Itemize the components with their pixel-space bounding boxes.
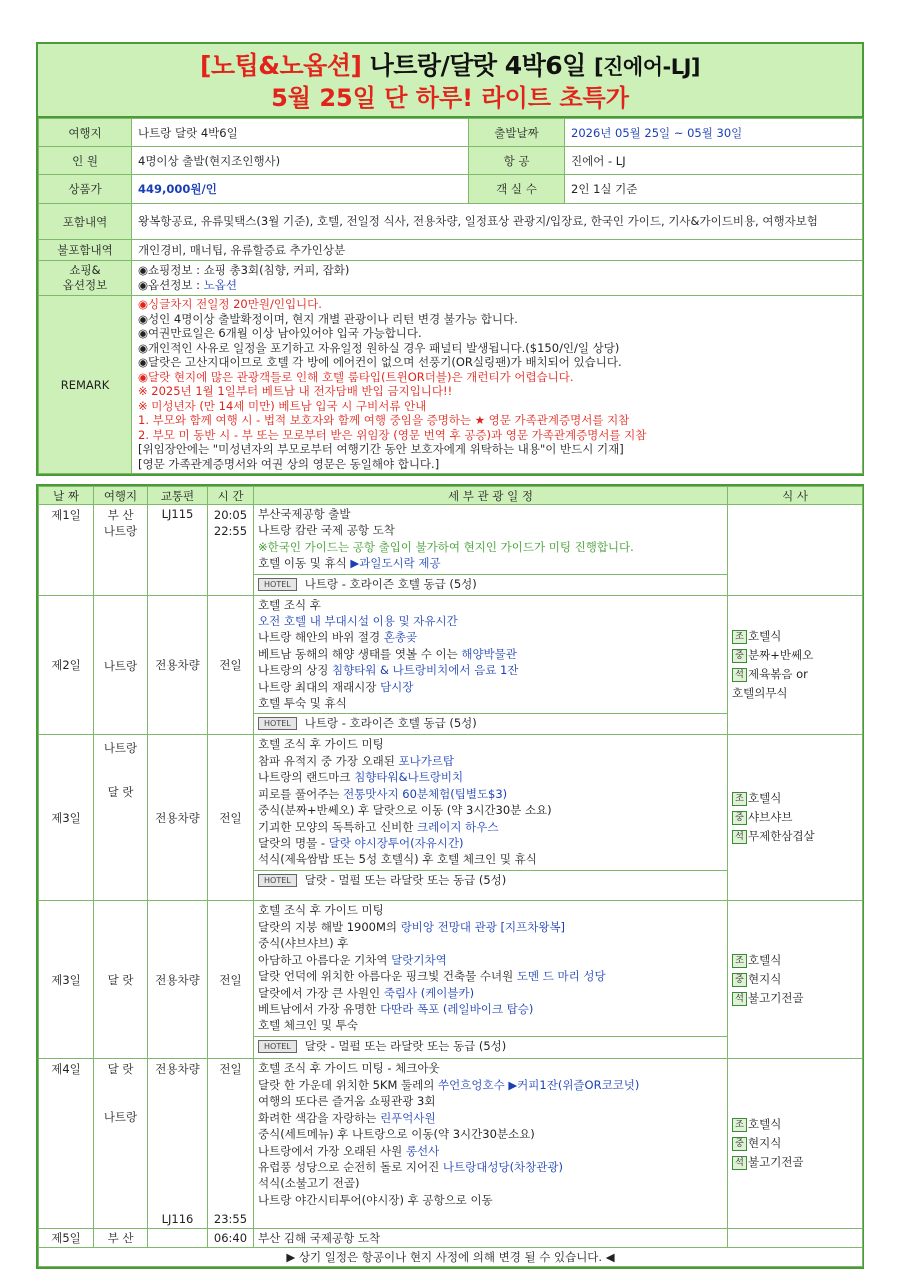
meal-text: 제육볶음 or bbox=[748, 667, 808, 682]
title-main: 나트랑/달랏 4박6일 bbox=[369, 51, 586, 80]
schedule-text: 호텔 투숙 및 휴식 bbox=[258, 696, 347, 711]
footer-row bbox=[39, 1248, 863, 1267]
meal-badge: 석 bbox=[732, 668, 747, 682]
meal-item bbox=[732, 1153, 858, 1172]
schedule-line bbox=[258, 968, 723, 984]
remark-list bbox=[132, 296, 863, 474]
day-label: 제1일 bbox=[39, 505, 94, 596]
day5-detail: 부산 김해 국제공항 도착 bbox=[254, 1229, 728, 1248]
air-label: 항 공 bbox=[469, 147, 565, 175]
col-time: 시 간 bbox=[208, 487, 254, 505]
day-place: 나트랑 bbox=[103, 741, 138, 756]
excl-value: 개인경비, 매너팁, 유류할증료 추가인상분 bbox=[132, 240, 863, 261]
schedule-text: 달랏의 명물 - bbox=[258, 835, 329, 850]
schedule-text: 도멘 드 마리 성당 bbox=[516, 969, 606, 984]
schedule-text: 달랏에서 가장 큰 사원인 bbox=[258, 985, 384, 1000]
schedule-text: 죽림사 (케이블카) bbox=[383, 985, 475, 1000]
schedule-text: 달랏의 지붕 해발 1900M의 bbox=[258, 919, 401, 934]
schedule-line bbox=[258, 919, 723, 935]
schedule-text: 나트랑에서 가장 오래된 사원 bbox=[258, 1143, 406, 1158]
schedule-line bbox=[258, 819, 723, 835]
shop-label-1: 쇼핑& bbox=[69, 263, 101, 277]
day5-place: 부 산 bbox=[94, 1229, 148, 1248]
info-row bbox=[39, 147, 863, 175]
schedule-line bbox=[258, 902, 723, 918]
remark-item: ◉여권만료일은 6개월 이상 남아있어야 입국 가능합니다. bbox=[138, 326, 422, 340]
schedule-text: 부산국제공항 출발 bbox=[258, 507, 351, 521]
day-time: 20:05 bbox=[213, 508, 248, 522]
day5-transport bbox=[148, 1229, 208, 1248]
schedule-line bbox=[258, 1017, 723, 1033]
schedule-line bbox=[258, 613, 723, 629]
schedule-text: 호텔 조식 후 가이드 미팅 bbox=[258, 737, 384, 752]
schedule-text: 달랏 야시장투어(자유시간) bbox=[328, 835, 464, 850]
schedule-line bbox=[258, 555, 723, 571]
schedule-line bbox=[258, 506, 723, 522]
day-meals bbox=[728, 901, 863, 1059]
option-value: 노옵션 bbox=[203, 278, 237, 292]
meal-badge: 중 bbox=[732, 973, 747, 987]
meal-item bbox=[732, 665, 858, 684]
meal-text: 호텔식 bbox=[748, 1117, 782, 1132]
schedule-table bbox=[38, 486, 863, 1267]
day-times bbox=[208, 735, 254, 901]
hotel-icon: HOTEL bbox=[258, 717, 297, 730]
schedule-text: 오전 호텔 내 부대시설 이용 및 자유시간 bbox=[258, 614, 458, 629]
meal-item bbox=[732, 827, 858, 846]
info-row bbox=[39, 204, 863, 240]
day-places bbox=[94, 901, 148, 1059]
info-row bbox=[39, 261, 863, 296]
meal-badge: 조 bbox=[732, 1118, 747, 1132]
day4-time-bottom: 23:55 bbox=[213, 1212, 248, 1227]
schedule-line bbox=[258, 1093, 723, 1109]
schedule-text: 피로를 풀어주는 bbox=[258, 786, 344, 801]
meal-text: 호텔식 bbox=[748, 629, 782, 644]
meal-badge: 중 bbox=[732, 811, 747, 825]
day-time: 전일 bbox=[219, 810, 242, 825]
schedule-line bbox=[258, 679, 723, 695]
day-places bbox=[94, 505, 148, 596]
schedule-text: 베트남에서 가장 유명한 bbox=[258, 1001, 381, 1016]
depart-label: 출발날짜 bbox=[469, 119, 565, 147]
day-label: 제3일 bbox=[39, 735, 94, 901]
schedule-text: 화려한 색감을 자랑하는 bbox=[258, 1110, 381, 1125]
schedule-line bbox=[258, 786, 723, 802]
hotel-info bbox=[254, 713, 727, 733]
meal-text: 현지식 bbox=[748, 1136, 782, 1151]
col-detail: 세 부 관 광 일 정 bbox=[254, 487, 728, 505]
hotel-name: 나트랑 - 호라이즌 호텔 동급 (5성) bbox=[304, 716, 477, 731]
meal-badge: 조 bbox=[732, 954, 747, 968]
col-place: 여행지 bbox=[94, 487, 148, 505]
day-time: 전일 bbox=[219, 972, 242, 987]
day-meals bbox=[728, 505, 863, 596]
schedule-text: 유럽풍 성당으로 순전히 돌로 지어진 bbox=[258, 1159, 443, 1174]
schedule-text: 쑤언흐엉호수 ▶커피1잔(위즐OR코코넛) bbox=[438, 1077, 640, 1092]
schedule-text: 베트남 동해의 해양 생태를 엿볼 수 이는 bbox=[258, 646, 462, 661]
remark-item: ◉성인 4명이상 출발확정이며, 현지 개별 관광이나 리턴 변경 불가능 합니다. bbox=[138, 311, 518, 326]
schedule-text: ▶과일도시락 제공 bbox=[350, 556, 441, 571]
meal-item bbox=[732, 1134, 858, 1153]
schedule-text: 호텔 조식 후 bbox=[258, 597, 321, 612]
meal-badge: 중 bbox=[732, 1137, 747, 1151]
meal-text: 현지식 bbox=[748, 972, 782, 987]
meal-item bbox=[732, 627, 858, 646]
col-transport: 교통편 bbox=[148, 487, 208, 505]
hotel-name: 나트랑 - 호라이즌 호텔 동급 (5성) bbox=[304, 576, 477, 591]
day-transport: LJ115 bbox=[148, 505, 208, 596]
option-line bbox=[138, 278, 856, 293]
schedule-row bbox=[39, 901, 863, 1059]
day4-place-top: 달 랏 bbox=[107, 1062, 134, 1077]
schedule-text: 중식(분짜+반쎄오) 후 달랏으로 이동 (약 3시간30분 소요) bbox=[258, 803, 552, 818]
day4-place-mid: 나트랑 bbox=[103, 1110, 138, 1125]
option-prefix: ◉옵션정보 : bbox=[138, 278, 204, 292]
schedule-line bbox=[258, 736, 723, 752]
hotel-info bbox=[254, 870, 727, 890]
remark-item: [위임장안에는 "미성년자의 부모로부터 여행기간 동안 보호자에게 위탁하는 내용"이 반드시 기재] bbox=[138, 442, 624, 456]
schedule-text: 달랏기차역 bbox=[391, 952, 447, 967]
schedule-text: 달랏 언덕에 위치한 아름다운 핑크빛 건축물 수녀원 bbox=[258, 969, 517, 984]
schedule-text: 크레이지 하우스 bbox=[417, 819, 499, 834]
day4-detail bbox=[254, 1059, 728, 1229]
schedule-text: 중식(세트메뉴) 후 나트랑으로 이동(약 3시간30분소요) bbox=[258, 1127, 535, 1142]
day-times bbox=[208, 505, 254, 596]
remark-item: ◉달랏은 고산지대이므로 호텔 각 방에 에어컨이 없으며 선풍기(OR실링팬)가 배치되어 있습니다. bbox=[138, 355, 622, 369]
day-detail bbox=[254, 505, 728, 596]
page-subtitle: 5월 25일 단 하루! 라이트 초특가 bbox=[271, 84, 629, 112]
meal-item bbox=[732, 970, 858, 989]
schedule-text: 호텔 조식 후 가이드 미팅 bbox=[258, 903, 384, 918]
schedule-text: 롱선사 bbox=[405, 1143, 440, 1158]
schedule-line bbox=[258, 1077, 723, 1093]
meal-item bbox=[732, 951, 858, 970]
meal-text: 호텔의무식 bbox=[732, 686, 788, 701]
schedule-text: 다딴라 폭포 (레일바이크 탑승) bbox=[380, 1001, 534, 1016]
schedule-text: 포나가르탑 bbox=[398, 753, 455, 768]
day-time: 22:55 bbox=[213, 524, 248, 538]
meal-text: 불고기전골 bbox=[748, 1155, 804, 1170]
schedule-line bbox=[258, 753, 723, 769]
remark-item: ◉달랏 현지에 많은 관광객들로 인해 호텔 룸타입(트윈OR더블)은 개런티가 어렵습니다. bbox=[138, 369, 574, 384]
people-value: 4명이상 출발(현지조인행사) bbox=[132, 147, 469, 175]
hotel-icon: HOTEL bbox=[258, 874, 297, 887]
remark-item: ※ 미성년자 (만 14세 미만) 베트남 입국 시 구비서류 안내 bbox=[138, 398, 427, 413]
day4-label: 제4일 bbox=[39, 1059, 94, 1229]
dest-label: 여행지 bbox=[39, 119, 132, 147]
info-row bbox=[39, 240, 863, 261]
schedule-line bbox=[258, 985, 723, 1001]
footer-note: ▶ 상기 일정은 항공이나 현지 사정에 의해 변경 될 수 있습니다. ◀ bbox=[39, 1248, 863, 1267]
schedule-header-row bbox=[39, 487, 863, 505]
meal-badge: 석 bbox=[732, 992, 747, 1006]
people-label: 인 원 bbox=[39, 147, 132, 175]
hotel-info bbox=[254, 1036, 727, 1056]
shop-line: ◉쇼핑정보 : 쇼핑 총3회(침향, 커피, 잡화) bbox=[138, 263, 350, 277]
schedule-text: 호텔 조식 후 가이드 미팅 - 체크아웃 bbox=[258, 1061, 440, 1076]
schedule-text: 담시장 bbox=[380, 679, 414, 694]
schedule-text: 석식(제육쌈밥 또는 5성 호텔식) 후 호텔 체크인 및 휴식 bbox=[258, 852, 537, 867]
meal-item bbox=[732, 646, 858, 665]
day-places bbox=[94, 735, 148, 901]
hotel-icon: HOTEL bbox=[258, 578, 297, 591]
day-times bbox=[208, 595, 254, 735]
day-times bbox=[208, 901, 254, 1059]
day-time: 전일 bbox=[219, 658, 242, 673]
remark-item: ◉싱글차지 전일정 20만원/인입니다. bbox=[138, 297, 322, 311]
day-place: 달 랏 bbox=[107, 785, 134, 800]
depart-value: 2026년 05월 25일 ~ 05월 30일 bbox=[565, 119, 863, 147]
air-value: 진에어 - LJ bbox=[565, 147, 863, 175]
schedule-text: 혼총곶 bbox=[383, 630, 418, 645]
schedule-line bbox=[258, 597, 723, 613]
day-detail bbox=[254, 735, 728, 901]
price-label: 상품가 bbox=[39, 175, 132, 204]
schedule-text: 나트랑 캄란 국제 공항 도착 bbox=[258, 523, 395, 538]
day-meals bbox=[728, 595, 863, 735]
incl-label: 포함내역 bbox=[39, 204, 132, 240]
shop-info bbox=[132, 261, 863, 296]
meal-badge: 조 bbox=[732, 792, 747, 806]
schedule-row-day5 bbox=[39, 1229, 863, 1248]
schedule-line bbox=[258, 1159, 723, 1175]
meal-badge: 조 bbox=[732, 630, 747, 644]
schedule-text: 나트랑 최대의 재래시장 bbox=[258, 679, 381, 694]
schedule-line bbox=[258, 1175, 723, 1191]
schedule-days bbox=[39, 505, 863, 1059]
dest-value: 나트랑 달랏 4박6일 bbox=[132, 119, 469, 147]
schedule-line bbox=[258, 1192, 723, 1208]
info-row bbox=[39, 175, 863, 204]
schedule-line bbox=[258, 522, 723, 538]
day4-times bbox=[208, 1059, 254, 1229]
schedule-text: 아담하고 아름다운 기차역 bbox=[258, 952, 392, 967]
schedule-line bbox=[258, 695, 723, 711]
schedule-text: 여행의 또다른 즐거움 쇼핑관광 3회 bbox=[258, 1094, 436, 1109]
meal-text: 분짜+반쎄오 bbox=[748, 648, 814, 663]
shop-label-2: 옵션정보 bbox=[62, 278, 108, 292]
schedule-line bbox=[258, 835, 723, 851]
title-banner bbox=[38, 44, 862, 118]
schedule-text: 호텔 체크인 및 투숙 bbox=[258, 1018, 358, 1033]
remark-item: ※ 2025년 1월 1일부터 베트남 내 전자담배 반입 금지입니다!! bbox=[138, 384, 453, 398]
day4-time-top: 전일 bbox=[219, 1062, 242, 1077]
meal-item bbox=[732, 989, 858, 1008]
meal-item bbox=[732, 808, 858, 827]
day-place: 나트랑 bbox=[103, 524, 138, 538]
day5-time: 06:40 bbox=[208, 1229, 254, 1248]
day-transport: 전용차량 bbox=[148, 901, 208, 1059]
day5-label: 제5일 bbox=[39, 1229, 94, 1248]
meal-text: 불고기전골 bbox=[748, 991, 804, 1006]
incl-value: 왕복항공료, 유류및택스(3월 기준), 호텔, 전일정 식사, 전용차량, 일정표상 관광지/입장료, 한국인 가이드, 기사&가이드비용, 여행자보험 bbox=[132, 204, 863, 240]
excl-label: 불포함내역 bbox=[39, 240, 132, 261]
meal-badge: 중 bbox=[732, 649, 747, 663]
meal-badge: 석 bbox=[732, 830, 747, 844]
day-place: 부 산 bbox=[107, 508, 134, 522]
day4-transport bbox=[148, 1059, 208, 1229]
schedule-text: 기괴한 모양의 독특하고 신비한 bbox=[258, 819, 418, 834]
day4-places bbox=[94, 1059, 148, 1229]
schedule-text: 나트랑대성당(차창관광) bbox=[442, 1159, 563, 1174]
day-detail bbox=[254, 901, 728, 1059]
day4-transport-bottom: LJ116 bbox=[161, 1212, 194, 1227]
schedule-text: 참파 유적지 중 가장 오래된 bbox=[258, 753, 399, 768]
hotel-icon: HOTEL bbox=[258, 1040, 297, 1053]
meal-item bbox=[732, 1115, 858, 1134]
day-place: 달 랏 bbox=[107, 973, 134, 988]
title-tag: [노팁&노옵션] bbox=[200, 51, 362, 80]
meal-text: 무제한삼겹살 bbox=[748, 829, 815, 844]
col-day: 날 짜 bbox=[39, 487, 94, 505]
meal-item bbox=[732, 789, 858, 808]
schedule-line bbox=[258, 1060, 723, 1076]
day4-transport-top: 전용차량 bbox=[155, 1062, 200, 1077]
schedule-text: 침향타워&나트랑비치 bbox=[354, 770, 464, 785]
remark-item: 2. 부모 미 동반 시 - 부 또는 모로부터 받은 위임장 (영문 번역 후 공증)과 영문 가족관계증명서를 지참 bbox=[138, 427, 647, 442]
hotel-info bbox=[254, 574, 727, 594]
schedule-frame bbox=[36, 484, 864, 1269]
remark-label: REMARK bbox=[39, 296, 132, 474]
meal-text: 호텔식 bbox=[748, 791, 782, 806]
schedule-line bbox=[258, 1110, 723, 1126]
day-detail bbox=[254, 595, 728, 735]
day-meals bbox=[728, 735, 863, 901]
price-value: 449,000원/인 bbox=[132, 175, 469, 204]
hotel-name: 달랏 - 멀펄 또는 라달랏 또는 동급 (5성) bbox=[304, 1038, 507, 1053]
schedule-text: 호텔 이동 및 휴식 bbox=[258, 556, 351, 571]
schedule-line bbox=[258, 539, 723, 555]
schedule-text: 침향타워 & 나트랑비치에서 음료 1잔 bbox=[331, 663, 519, 678]
schedule-line bbox=[258, 952, 723, 968]
schedule-row-day4 bbox=[39, 1059, 863, 1229]
schedule-text: 랑비앙 전망대 관광 [지프차왕복] bbox=[400, 919, 566, 934]
schedule-line bbox=[258, 851, 723, 867]
schedule-text: 린푸억사원 bbox=[380, 1110, 436, 1125]
schedule-text: 석식(소불고기 전골) bbox=[258, 1176, 360, 1191]
remark-item: [영문 가족관계증명서와 여권 상의 영문은 동일해야 합니다.] bbox=[138, 456, 440, 471]
day4-meals bbox=[728, 1059, 863, 1229]
schedule-text: 나트랑의 상징 bbox=[258, 663, 332, 678]
day5-meals bbox=[728, 1229, 863, 1248]
meal-text: 샤브샤브 bbox=[748, 810, 793, 825]
schedule-row bbox=[39, 595, 863, 735]
title-airline: [진에어-LJ] bbox=[594, 55, 700, 79]
room-label: 객 실 수 bbox=[469, 175, 565, 204]
day-label: 제3일 bbox=[39, 901, 94, 1059]
schedule-text: 나트랑 야간시티투어(야시장) 후 공항으로 이동 bbox=[258, 1192, 493, 1207]
remark-item: ◉개인적인 사유로 일정을 포기하고 자유일정 원하실 경우 패널티 발생됩니다.($150/인/일 상당) bbox=[138, 340, 620, 355]
day-label: 제2일 bbox=[39, 595, 94, 735]
info-table bbox=[38, 118, 863, 474]
hotel-name: 달랏 - 멀펄 또는 라달랏 또는 동급 (5성) bbox=[304, 872, 507, 887]
info-row bbox=[39, 119, 863, 147]
remark-item: 1. 부모와 함께 여행 시 - 법적 보호자와 함께 여행 중임을 증명하는 ★ 영문 가족관계증명서를 지참 bbox=[138, 413, 630, 427]
schedule-text: 달랏 한 가운데 위치한 5KM 둘레의 bbox=[258, 1077, 439, 1092]
meal-badge: 석 bbox=[732, 1156, 747, 1170]
schedule-text: ※한국인 가이드는 공항 출입이 불가하여 현지인 가이드가 미팅 진행합니다. bbox=[258, 539, 634, 554]
schedule-text: 나트랑의 랜드마크 bbox=[258, 770, 355, 785]
info-row bbox=[39, 296, 863, 474]
schedule-line bbox=[258, 1143, 723, 1159]
col-meal: 식 사 bbox=[728, 487, 863, 505]
info-frame bbox=[36, 42, 864, 476]
day-place bbox=[98, 759, 143, 781]
schedule-line bbox=[258, 1001, 723, 1017]
meal-item bbox=[732, 684, 858, 703]
schedule-row bbox=[39, 735, 863, 901]
room-value: 2인 1실 기준 bbox=[565, 175, 863, 204]
schedule-text: 해양박물관 bbox=[461, 646, 517, 661]
day-transport: 전용차량 bbox=[148, 595, 208, 735]
schedule-text: 나트랑 해안의 바위 절경 bbox=[258, 630, 384, 645]
schedule-line bbox=[258, 802, 723, 818]
shop-label bbox=[39, 261, 132, 296]
schedule-line bbox=[258, 629, 723, 645]
schedule-text: 전통맛사지 60분체험(팁별도$3) bbox=[343, 786, 508, 801]
page-title bbox=[38, 50, 862, 83]
schedule-line bbox=[258, 769, 723, 785]
schedule-line bbox=[258, 1126, 723, 1142]
day-places bbox=[94, 595, 148, 735]
meal-text: 호텔식 bbox=[748, 953, 782, 968]
schedule-line bbox=[258, 935, 723, 951]
schedule-row bbox=[39, 505, 863, 596]
schedule-line bbox=[258, 662, 723, 678]
day-transport: 전용차량 bbox=[148, 735, 208, 901]
day-place: 나트랑 bbox=[103, 658, 138, 673]
schedule-line bbox=[258, 646, 723, 662]
schedule-text: 중식(샤브샤브) 후 bbox=[258, 936, 349, 951]
